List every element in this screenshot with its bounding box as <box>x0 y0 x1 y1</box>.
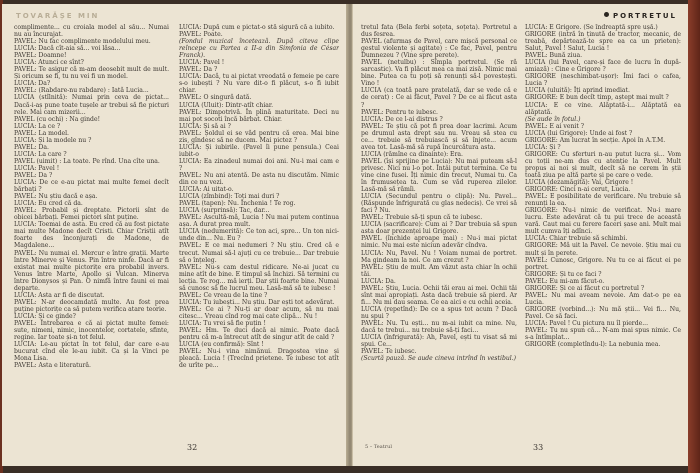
footnote: 5 – Teatrul <box>365 444 392 450</box>
dialogue-line: PAVEL: N-ar deocamdată multe. Au fost prea puține pictorițe ca să putem verifica atare teorie. <box>14 298 169 313</box>
dialogue-line: LUCIA: La ce ? <box>14 122 61 130</box>
dialogue-line: PAVEL (uimit) : La toate. Pe rînd. Una cîte una. <box>14 157 160 165</box>
dialogue-line: LUCIA (eu confirmă): Sînt ! <box>179 341 264 349</box>
dialogue-line: LUCIA (lui Grigore): Unde ai fost ? <box>525 129 633 137</box>
dialogue-line: LUCIA: Dacă cît-aia să... voi lăsa... <box>14 45 121 53</box>
dialogue-line: PAVEL (își sprijine pe Lucia): Nu mai puteam să-l privesc. Nici nu l-o pot. Întâi putut termina. Ce tu vine cine fusei. Îți nimic din trecut, Numai tu. Ca în frumusețea ta. Cum se văd ruperea zilelor. Lasă-mă să rămîi. <box>361 157 517 194</box>
dialogue-line: GRIGORE (intră în ținută de tractor, mecanic, de treabă, depărtează-te spre ea ca un prieten): Salut, Pavel ! Salut, Lucia ! <box>525 31 681 53</box>
dialogue-line: LUCIA (Uluit): Dintr-atît chiar. <box>179 101 274 109</box>
dialogue-line: (Se aude în fotul.) <box>525 115 581 123</box>
dialogue-line: GRIGORE: Am lucrat în secție. Apoi în A.T.M. <box>525 136 666 144</box>
page-right <box>352 4 689 466</box>
dialogue-line: PAVEL (afurmaș de Pavel, care mișcă personal ce gestul violente și agitate) : Ce fac, Pavel, pentru Dumnezeu ? (Vine spre perete). <box>361 38 517 60</box>
dialogue-line: LUCIA: Și ? <box>525 143 561 151</box>
dialogue-line: PAVEL: O singură dată. <box>179 94 252 102</box>
text-column-2 <box>179 24 339 434</box>
dialogue-line: tretul fata (Bela ferbi soțeta, soțeta). Portretul a dus fesrea. <box>361 24 517 39</box>
dialogue-line: LUCIA (nedumerită): Ce ton aci, spre... Un ton nici-unde din... Nu. Eu ? <box>179 228 339 243</box>
dialogue-line: PAVEL: Ascultă-mă, Lucia ! Nu mai putem continua așa. A durat prea mult. <box>179 214 339 229</box>
dialogue-line: GRIGORE: E bun decît timp, aștept mai mult ? <box>525 94 669 102</box>
dialogue-line: GRIGORE (vorbind...): Nu mă știi... Vei fi... Nu, Pavel. Ce să faci. <box>525 305 681 320</box>
dialogue-line: LUCIA: Și iubirile. (Pavel îi pune pensula.) Ceai iubit-o <box>179 143 339 158</box>
page-number-left: 32 <box>187 443 198 452</box>
dialogue-line: PAVEL: Asta e literatură. <box>14 362 91 370</box>
dialogue-line: LUCIA (sacrificare): Cum ai ? Dar trebuia să spun asta doar prezenței lui Grigore. <box>361 221 517 236</box>
dialogue-line: PAVEL: Doamne! <box>14 52 67 60</box>
dialogue-line: LUCIA: Tu vrei să fie puțin ! <box>179 319 266 327</box>
dialogue-line: (Scurtă pauză. Se aude cineva intrînd în vestibul.) <box>361 355 517 363</box>
dialogue-line: LUCIA: Eu cred că da. <box>14 200 83 208</box>
dialogue-line: LUCIA: Nu, Pavel. Nu ! Voiam numai de portret. Ma gindeam la noi. Ce am crezut ? <box>361 249 517 264</box>
dialogue-line: GRIGORE: Cinci n-ai cerut, Lucia. <box>525 186 631 194</box>
dialogue-line: LUCIA (repetînd): De ce a spus tot acum ? Dacă nu spui ? <box>361 305 517 320</box>
dialogue-line: GRIGORE: Nu-i nimic de verificat. Nu-i mare lucru. Este adevărat că tu pui trece de această vară. Caut mai cu ferere faceri șase ani. Mult mai mult cumva îți adînci. <box>525 207 681 236</box>
dialogue-line: LUCIA: E ce vine. Alăptată-i... Alăptată ea alăptată. <box>525 101 681 116</box>
dialogue-line: PAVEL: Eu mi-am făcut-o. <box>525 277 605 285</box>
dialogue-line: PAVEL: Da ? <box>14 171 53 179</box>
dialogue-line: LUCIA: Chiar trebuie să schimbi. <box>525 235 628 243</box>
running-head-left: TOVARĂȘE MIN <box>16 12 100 20</box>
dialogue-line: PAVEL (cu ochi) : Na ginde! <box>14 115 101 123</box>
dialogue-line: PAVEL: Pentru te iubesc. <box>361 108 438 116</box>
dialogue-line: PAVEL: E posibilitate de verificare. Nu trebuie să renunți la ea. <box>525 193 681 208</box>
dialogue-line: LUCIA: Da? <box>14 80 51 88</box>
dialogue-line: LUCIA: Și la modele nu ? <box>14 136 92 144</box>
dialogue-line: PAVEL: Tu nu spun că... N-am mai spus nimic. Ce s-a întîmplat... <box>525 327 681 342</box>
dialogue-line: PAVEL: Cunosc, Grigore. Nu tu ce ai făcut ei pe portret. <box>525 256 681 271</box>
dialogue-line: PAVEL: Dimpotrivă. În plină maturitate. Deci nu mai pot socoti încă bărbat. Chiar. <box>179 108 339 123</box>
dialogue-line: PAVEL (tapen): Nu. Închenia ! Te rog. <box>179 200 296 208</box>
dialogue-line: LUCIA (stîlnită): Numai prin ceva de pictat... Dacă-i-aș pune toate tușele ar trebui să fie picturi rele. Mai cam mizerii... <box>14 94 169 116</box>
running-head-right <box>604 12 677 20</box>
dialogue-line: PAVEL: Te știu că pot fi prea doar lacrimi. Acum pe drumul asta drept sau nu. Vreau să stea cu ce... trebuie să trebuiască și să înjete... acum avea tot. Lasă-mă să rupă încurcătura asta. <box>361 122 517 151</box>
dialogue-line: PAVEL: Nu fac complimente modelului meu. <box>14 38 151 46</box>
dialogue-line: PAVEL: Te iubesc. <box>361 348 417 356</box>
dialogue-line: PAVEL: E ce mai nedumeri ? Nu știu. Cred că e trecut. Numai să-l ajuți cu ce trebuie... Dar trebuie să o înțeleg. <box>179 242 339 264</box>
page-left <box>2 4 349 466</box>
dialogue-line: GRIGORE (neschimbat-ușor): Îmi faci o cafea, Lucia ? <box>525 73 681 88</box>
dialogue-line: LUCIA: Ai uitat-o. <box>179 186 234 194</box>
dialogue-line: LUCIA: După cum e pictat-o stă sigură că a iubito. <box>179 24 335 31</box>
dialogue-line: PAVEL: Nu știu dacă e așa. <box>14 193 98 201</box>
dialogue-line: PAVEL: Poate. <box>179 31 223 39</box>
dialogue-line: LUCIA: Tu iubești... Nu știu. Dar ești tot adevărat. <box>179 298 335 306</box>
dialogue-line: LUCIA: Toemai de asta. Eu cred că au fost pictate mai multe Madone decît Cristi. Chiar Cristii atît foarte des înconjurați de Madone, de Magdalene... <box>14 221 169 250</box>
dialogue-line: (Fondul muzical încetează. După citeva clipe reîncepe cu Partea a II-a din Simfonia de César Franck). <box>179 38 339 60</box>
dialogue-line: PAVEL: Bună ziua. <box>525 52 583 60</box>
dialogue-line: PAVEL (închide aproape mai) : Nu-i mai pictat nimic. Nu mai este niciun adevăr cîndva. <box>361 235 517 250</box>
text-column-1 <box>14 24 169 434</box>
dialogue-line: PAVEL: Nu. Tu ești... nu m-ai iubit ca mine. Nu, dacă te trebui... nu trebuie să-ți faci... <box>361 319 517 335</box>
dialogue-line: LUCIA (zîmbind): Toți mai duri ? <box>179 193 280 201</box>
dialogue-line: complimente... cu croiala model al său... Numai nu au încurajat. <box>14 24 169 39</box>
dialogue-line: PAVEL: E ai venit ? <box>525 122 585 130</box>
book-cover-edge-right <box>688 0 700 473</box>
dialogue-line: PAVEL: Întrebarea e că ai pictat multe femei: sute, nimeni, nimic, inocentelor, cortatele, sfinte, regine. Iar toate și-n tot felul. <box>14 319 169 342</box>
dialogue-line: LUCIA: Dacă, tu ai pictat vreodată o femeie pe care s-o iubești ? Nu vare dit-o fi plăcut, s-o fi iubit chiar. <box>179 73 339 95</box>
dialogue-line: PAVEL: Hm. Te duci dacă ai nimic. Poate dacă pentru că m-a întrecut atît de singur atît de cald ? <box>179 327 339 342</box>
dialogue-line: GRIGORE: Și tu ce faci ? <box>525 270 602 278</box>
dialogue-line: PAVEL: Te asigur că m-am deosebit mult de mult. Și oricum se fi, tu nu vei fi un model. <box>14 66 169 81</box>
dialogue-line: LUCIA: Și să ai ? <box>179 122 231 130</box>
dialogue-line: PAVEL: Da ? <box>179 66 218 74</box>
dialogue-line: LUCIA (lui Pavel, care-și face de lucru în după-amiază) : Cine e Grigore ? <box>525 59 681 74</box>
dialogue-line: LUCIA: Pavel ! <box>14 164 60 172</box>
dialogue-line: LUCIA: Pavel ! <box>179 59 225 67</box>
dialogue-line: PAVEL: Știu, Lucia. Ochii tăi erau ai mei. Ochii tăi sînt mai apropiați. Asta dacă trebuie să pierd. Ar fi... Nu mi dau seama. Ce ea aici e cu ochii aceia. <box>361 284 517 306</box>
dialogue-line: GRIGORE: Mă uit la Pavel. Ce nevoie. Știu mai cu mult și în perete. <box>525 242 681 257</box>
dialogue-line: PAVEL: Nu ani atentă. De asta nu discutăm. Nimic din ce nu vezi. <box>179 171 339 187</box>
dialogue-line: LUCIA: Ea zinadeul numai doi ani. Nu-i mai cam e ? <box>179 157 339 172</box>
dialogue-line: LUCIA (ca toată pare pratelată, dar se vede că e de cerat) : Ce ai făcut, Pavel ? De ce ai făcut asta ? <box>361 87 517 109</box>
dialogue-line: PAVEL: Șoldul ei se văd pentru că erea. Mai bine zis, gîndesc să ne ducem. Mai pictez ? <box>179 129 339 144</box>
dialogue-line: LUCIA (dezamăgită): Vai, Grigore ! <box>525 179 634 187</box>
dialogue-line: PAVEL: Nu-s cam destul ridicare. Ne-ai jucat cu mine atît de bine. E timpul să închizi. Să termini cu lecția. Te rog... mă ierți. Dar știi foarte bine. Numai să cunosc să fie lucrul meu. Lasă-mă să te iubesc ! <box>179 263 339 292</box>
dialogue-line: PAVEL: Da. <box>14 143 49 151</box>
dialogue-line: PAVEL: Ce ai ? Nu-ți ar doar acum, să nu mai citesc... Vreau cînd rog mai cate clipă... Nu ! <box>179 305 339 320</box>
dialogue-line: GRIGORE (completîndu-l): La nebunia mea. <box>525 341 661 349</box>
dialogue-line: LUCIA: Pavel ! Cu pictura nu îl pierde... <box>525 319 649 327</box>
text-column-3 <box>361 24 517 434</box>
dialogue-line: PAVEL: Trebuie să-ți spun că te iubesc. <box>361 214 483 222</box>
dialogue-line: PAVEL: Nu numai el. Mercur e între grații. Marte între Minerve și Venus. Pin între ninfe. Dacă ar fi existat mai multe pictorițe era probabil invers. Venus între Marte, Apollo și Vulcan. Minerva între Dionysos și Pan. O nimfă între fauni ei mai departe. <box>14 249 169 292</box>
dialogue-line: LUCIA: Și ce ginde? <box>14 312 76 320</box>
page-number-right: 33 <box>533 443 544 452</box>
dialogue-line: LUCIA: De ce e-au pictat mai multe femei decît bărbați ? <box>14 179 169 194</box>
dialogue-line: GRIGORE: Și ce ai făcut cu portretul ? <box>525 284 645 292</box>
dialogue-line: GRIGORE: Cu sferturi n-au putut lucra și... Vom cu toții ne-am dus cu atenție la Pavel. Mult propus ai noi și mult, decît să ne cerem în știi toată ziua pe altă parte și pe care o vede. <box>525 150 681 179</box>
dialogue-line: PAVEL: (Rabdare-nu rabdare) : Iată Lucia... <box>14 87 149 95</box>
dialogue-line: LUCIA (surprinsă): Tac, dar... <box>179 207 270 215</box>
dialogue-line: LUCIA: Atunci ce sînt? <box>14 59 84 67</box>
dialogue-line: PAVEL: Nu mai aveam nevoie. Am dat-o pe ea Lucia. <box>525 291 681 306</box>
dialogue-line: PAVEL (netulbu) : Sîmpla portretul. (Se ră sarcastic). Va fi plăcut mea ca mai zisă. Nimic mai bine. Putea ca tu poți să renunți să-l povestești. Vino ! <box>361 59 517 88</box>
dialogue-line: PAVEL: Nu-i vina nimănui. Dragostea vine și pleacă. Lucia ! (Trecînd prietene. Te iubesc tot atît de urîte pe... <box>179 348 339 370</box>
text-column-4 <box>525 24 681 434</box>
dialogue-line: LUCIA (înfrigurată): Ah, Pavel, ești tu visat să mi spui. Ce... <box>361 334 517 349</box>
dialogue-line: LUCIA: E Grigore. (Se îndreaptă spre ușă.) <box>525 24 658 31</box>
dialogue-line: LUCIA: Da. <box>361 277 396 285</box>
dialogue-line: PAVEL: Ce vreau de la tine ? <box>179 291 268 299</box>
dialogue-line: LUCIA: Asta ar fi de discutat. <box>14 291 105 299</box>
bullet-icon <box>604 12 609 17</box>
dialogue-line: LUCIA (rămîne ca dinainte): Era. <box>361 150 463 158</box>
dialogue-line: LUCIA: La care ? <box>14 150 67 158</box>
dialogue-line: LUCIA: Le-au pictat în tot felul, dar care e-au bucurat cînd ele le-au iubit. Ca și la Vinci pe Mona Lisa. <box>14 341 169 363</box>
dialogue-line: LUCIA (Secundul pentru o clipă): Nu. Pavel... (Răspunde înfrigurată cu glas nedecis). Ce vrei să faci ? Nu. <box>361 193 517 215</box>
running-head-right-text: PORTRETUL <box>612 12 677 20</box>
dialogue-line: PAVEL: Știu de mult. Am văzut asta chiar în ochii tăi. <box>361 263 517 278</box>
dialogue-line: LUCIA (uluită): Îți aprind imediat. <box>525 87 630 95</box>
dialogue-line: PAVEL: La model. <box>14 129 69 137</box>
dialogue-line: LUCIA: De ce l-ai distrus ? <box>361 115 443 123</box>
dialogue-line: PAVEL: Probabil și dreptate. Pictorii sînt de obicei bărbați. Femei pictori sînt puține. <box>14 207 169 222</box>
